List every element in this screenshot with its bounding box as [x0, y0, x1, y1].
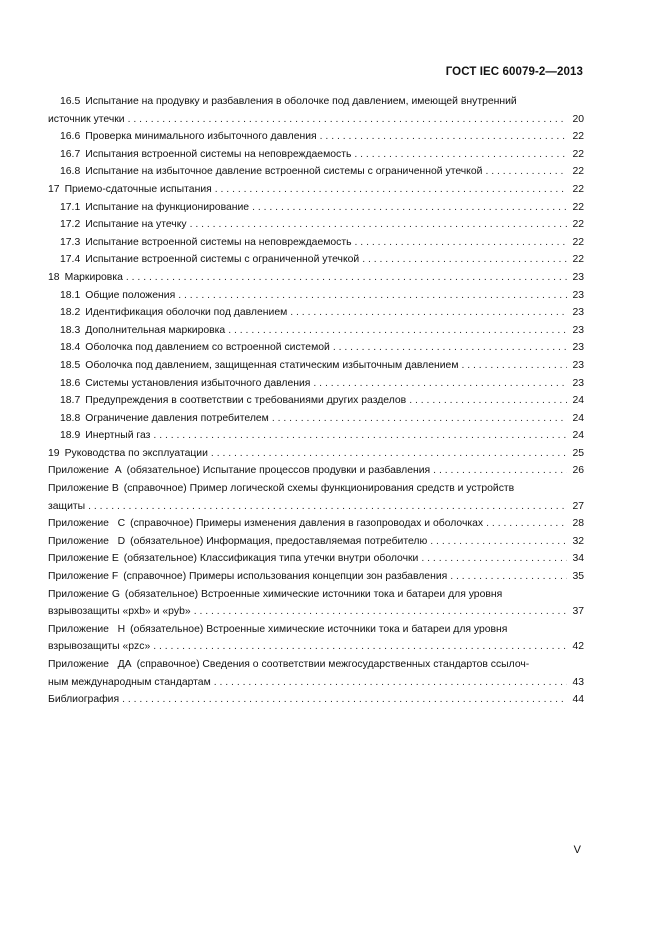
toc-leader-dots [290, 304, 567, 322]
toc-entry-title: Ограничение давления потребителем [85, 412, 269, 424]
toc-entry-number: Приложение А [48, 465, 122, 477]
toc-entry[interactable] [48, 375, 584, 393]
toc-entry[interactable] [48, 128, 584, 146]
toc-entry-page: 32 [572, 535, 584, 547]
toc-leader-dots [215, 181, 567, 199]
toc-entry-title: Испытание встроенной системы с ограниченной утечкой [85, 254, 360, 266]
toc-entry-page: 44 [572, 694, 584, 706]
toc-leader-dots [153, 427, 567, 445]
toc-leader-dots [228, 322, 567, 340]
toc-leader-dots [485, 163, 567, 181]
toc-entry-title: (справочное) Примеры изменения давления в газопроводах и оболочках [130, 518, 484, 530]
toc-entry-page: 43 [572, 676, 584, 688]
toc-leader-dots [486, 515, 567, 533]
toc-leader-dots [333, 339, 567, 357]
toc-entry[interactable] [48, 427, 584, 445]
toc-entry-title: Оболочка под давлением, защищенная статическим избыточным давлением [85, 359, 459, 371]
toc-entry-title-continued: ным международным стандартам [48, 676, 211, 688]
table-of-contents [48, 93, 584, 709]
toc-entry-number: 18.2 [60, 307, 81, 319]
toc-entry-page: 24 [572, 412, 584, 424]
toc-entry-number: 18.6 [60, 377, 81, 389]
toc-entry-page: 35 [572, 571, 584, 583]
toc-entry-number: 18.1 [60, 289, 81, 301]
toc-entry-number: 17.4 [60, 254, 81, 266]
toc-entry[interactable] [48, 322, 584, 340]
toc-entry-title: Проверка минимального избыточного давления [85, 131, 317, 143]
toc-entry[interactable] [48, 586, 584, 621]
toc-entry-page: 23 [572, 271, 584, 283]
toc-entry[interactable] [48, 357, 584, 375]
toc-entry-page: 22 [572, 148, 584, 160]
toc-entry-page: 42 [572, 641, 584, 653]
toc-entry-page: 22 [572, 254, 584, 266]
toc-entry[interactable] [48, 339, 584, 357]
toc-entry-title-continued: источник утечки [48, 113, 125, 125]
toc-entry-title: Идентификация оболочки под давлением [85, 307, 288, 319]
toc-entry-number: 16.6 [60, 131, 81, 143]
toc-leader-dots [450, 568, 567, 586]
toc-entry-number: Приложение С [48, 518, 126, 530]
toc-entry-page: 20 [572, 113, 584, 125]
toc-entry-number: 18.8 [60, 412, 81, 424]
page-header: ГОСТ IEC 60079-2—2013 [445, 66, 583, 78]
toc-entry-page: 22 [572, 131, 584, 143]
toc-entry[interactable] [48, 621, 584, 656]
toc-entry-title: Испытание на функционирование [85, 201, 250, 213]
toc-leader-dots [153, 638, 567, 656]
toc-entry-number: 17.2 [60, 219, 81, 231]
toc-entry-title: Руководства по эксплуатации [64, 447, 208, 459]
toc-entry-page: 22 [572, 183, 584, 195]
toc-entry-title: Системы установления избыточного давления [85, 377, 311, 389]
toc-entry-page: 23 [572, 289, 584, 301]
toc-entry-page: 23 [572, 377, 584, 389]
toc-entry-number: 18.7 [60, 395, 81, 407]
toc-entry-title-continued: взрывозащиты «pxb» и «pyb» [48, 606, 191, 618]
toc-entry-page: 27 [572, 500, 584, 512]
toc-leader-dots [128, 111, 567, 129]
toc-entry-number: 17.3 [60, 236, 81, 248]
toc-entry-page: 23 [572, 324, 584, 336]
toc-entry-title: Инертный газ [85, 430, 151, 442]
toc-leader-dots [88, 498, 567, 516]
toc-entry-page: 26 [572, 465, 584, 477]
toc-entry-number: Приложение ДА [48, 659, 132, 670]
toc-entry-page: 28 [572, 518, 584, 530]
toc-entry-number: 16.5 [60, 96, 81, 107]
toc-leader-dots [272, 410, 567, 428]
toc-entry-page: 22 [572, 219, 584, 231]
toc-entry-number: Библиография [48, 694, 120, 706]
toc-entry[interactable] [48, 462, 584, 480]
toc-entry-page: 23 [572, 342, 584, 354]
toc-entry-title: Маркировка [64, 271, 123, 283]
toc-entry-page: 37 [572, 606, 584, 618]
toc-entry-title: Испытание на продувку и разбавления в оболочке под давлением, имеющей внутренний [85, 96, 517, 107]
toc-entry-title-continued: взрывозащиты «pzc» [48, 641, 151, 653]
toc-entry[interactable] [48, 216, 584, 234]
toc-entry-number: 17.1 [60, 201, 81, 213]
toc-entry-number: 16.8 [60, 166, 81, 178]
toc-entry-page: 24 [572, 430, 584, 442]
toc-entry-number: Приложение B [48, 483, 119, 495]
toc-entry-title: (обязательное) Испытание процессов продувки и разбавления [126, 465, 431, 477]
toc-entry-page: 24 [572, 395, 584, 407]
toc-entry[interactable] [48, 480, 584, 515]
toc-entry[interactable] [48, 515, 584, 533]
toc-entry-number: 19 [48, 447, 60, 459]
toc-entry[interactable] [48, 163, 584, 181]
toc-entry[interactable] [48, 93, 584, 128]
toc-entry[interactable] [48, 304, 584, 322]
toc-entry-title: Испытание на избыточное давление встроенной системы с ограниченной утечкой [85, 166, 483, 178]
toc-leader-dots [313, 375, 567, 393]
toc-entry-title: Испытания встроенной системы на неповреждаемость [85, 148, 352, 160]
toc-entry-number: Приложение F [48, 571, 119, 583]
toc-entry[interactable] [48, 234, 584, 252]
toc-entry-page: 23 [572, 359, 584, 371]
toc-entry-title: Приемо-сдаточные испытания [64, 183, 212, 195]
toc-leader-dots [190, 216, 567, 234]
toc-entry-number: 16.7 [60, 148, 81, 160]
toc-leader-dots [461, 357, 567, 375]
toc-entry[interactable] [48, 533, 584, 551]
toc-entry-title: (обязательное) Классификация типа утечки внутри оболочки [123, 553, 419, 565]
toc-leader-dots [409, 392, 567, 410]
toc-leader-dots [421, 550, 567, 568]
toc-entry-page: 22 [572, 236, 584, 248]
toc-leader-dots [178, 287, 567, 305]
toc-entry-title: Испытание на утечку [85, 219, 187, 231]
page-number: V [573, 844, 581, 856]
toc-entry-number: Приложение E [48, 553, 119, 565]
toc-leader-dots [320, 128, 567, 146]
toc-leader-dots [362, 251, 567, 269]
toc-leader-dots [252, 199, 567, 217]
toc-entry[interactable] [48, 691, 584, 709]
toc-entry-number: Приложение H [48, 623, 126, 635]
toc-leader-dots [214, 674, 567, 692]
toc-entry-number: Приложение G [48, 588, 120, 600]
toc-entry-title: (справочное) Сведения о соответствии межгосударственных стандартов ссылоч- [136, 659, 530, 670]
toc-entry-number: Приложение D [48, 535, 126, 547]
toc-entry[interactable] [48, 269, 584, 287]
toc-leader-dots [211, 445, 567, 463]
toc-entry-page: 25 [572, 447, 584, 459]
toc-entry[interactable] [48, 251, 584, 269]
toc-entry-title: Дополнительная маркировка [85, 324, 226, 336]
toc-entry-number: 18.9 [60, 430, 81, 442]
toc-entry[interactable] [48, 445, 584, 463]
toc-entry-number: 17 [48, 183, 60, 195]
toc-entry-title: (обязательное) Встроенные химические источники тока и батареи для уровня [130, 623, 508, 635]
toc-entry-title: (обязательное) Встроенные химические источники тока и батареи для уровня [124, 588, 503, 600]
toc-entry-title: (справочное) Пример логической схемы функционирования средств и устройств [123, 483, 515, 495]
toc-entry-title: (обязательное) Информация, предоставляемая потребителю [130, 535, 428, 547]
toc-entry[interactable] [48, 568, 584, 586]
toc-entry-page: 34 [572, 553, 584, 565]
toc-leader-dots [433, 462, 567, 480]
toc-entry-page: 23 [572, 307, 584, 319]
toc-entry[interactable] [48, 287, 584, 305]
toc-entry-title-continued: защиты [48, 500, 86, 512]
toc-entry-title: (справочное) Примеры использования концепции зон разбавления [123, 571, 448, 583]
toc-leader-dots [354, 146, 567, 164]
toc-entry-page: 22 [572, 201, 584, 213]
toc-entry-number: 18 [48, 271, 60, 283]
toc-entry[interactable] [48, 199, 584, 217]
toc-entry[interactable] [48, 392, 584, 410]
toc-entry[interactable] [48, 550, 584, 568]
toc-entry-title: Предупреждения в соответствии с требованиями других разделов [85, 395, 407, 407]
toc-entry-title: Общие положения [85, 289, 176, 301]
toc-entry[interactable] [48, 410, 584, 428]
toc-leader-dots [194, 603, 567, 621]
toc-entry-title: Оболочка под давлением со встроенной системой [85, 342, 330, 354]
toc-entry[interactable] [48, 146, 584, 164]
toc-leader-dots [122, 691, 567, 709]
toc-entry[interactable] [48, 656, 584, 691]
toc-entry-title: Испытание встроенной системы на неповреждаемость [85, 236, 352, 248]
toc-entry-number: 18.3 [60, 324, 81, 336]
toc-leader-dots [430, 533, 567, 551]
toc-entry[interactable] [48, 181, 584, 199]
toc-entry-page: 22 [572, 166, 584, 178]
toc-leader-dots [126, 269, 567, 287]
toc-entry-number: 18.5 [60, 359, 81, 371]
toc-leader-dots [355, 234, 567, 252]
toc-entry-number: 18.4 [60, 342, 81, 354]
